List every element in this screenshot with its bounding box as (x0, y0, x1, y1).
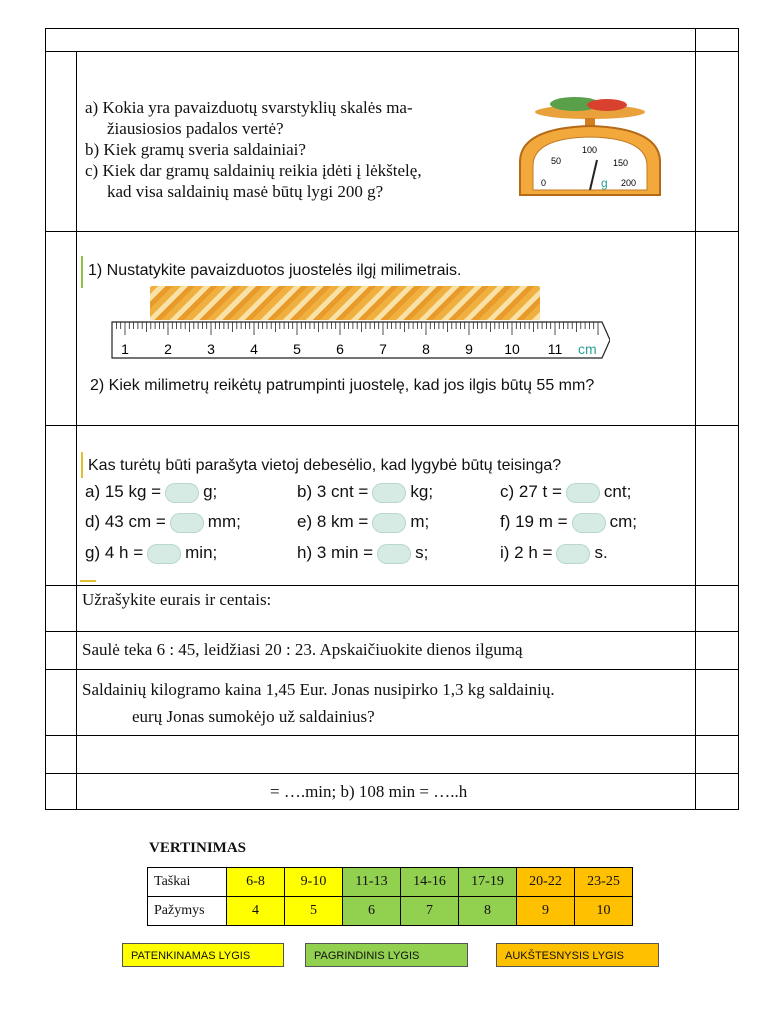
euro-task: Užrašykite eurais ir centais: (82, 590, 272, 609)
ruler-number: 9 (465, 341, 473, 357)
grid-line (46, 773, 738, 774)
conversion-left: f) 19 m = (500, 512, 568, 531)
conversion-unit: cnt; (603, 482, 632, 501)
points-cell: 6-8 (227, 868, 285, 897)
conversion-unit: g; (203, 482, 218, 501)
accent-bar (81, 452, 83, 478)
ruler-unit-label: cm (578, 341, 597, 357)
ruler-number: 3 (207, 341, 215, 357)
points-label: Taškai (148, 868, 227, 897)
cloud-blank-icon (147, 544, 181, 564)
conversion-item (85, 543, 217, 564)
ruler-image (110, 320, 610, 360)
scale-label: 0 (541, 178, 547, 188)
scale-task (85, 97, 422, 202)
scale-unit-label: g (601, 176, 608, 190)
candy-task-line1: Saldainių kilogramo kaina 1,45 Eur. Jonas nusipirko 1,3 kg saldainių. (82, 680, 555, 699)
time-task: = ….min; b) 108 min = …..h (270, 782, 468, 801)
grade-cell: 7 (401, 897, 459, 926)
grid-line (46, 585, 738, 586)
cloud-blank-icon (165, 483, 199, 503)
grade-cell: 8 (459, 897, 517, 926)
points-cell: 20-22 (517, 868, 575, 897)
conversion-item (297, 512, 429, 533)
accent-bar (81, 256, 83, 288)
scale-question-b: b) Kiek gramų sveria saldainiai? (85, 140, 306, 159)
conversion-left: h) 3 min = (297, 543, 374, 562)
grid-line (46, 669, 738, 670)
scale-question-c-cont: kad visa saldainių masė būtų lygi 200 g? (107, 182, 384, 201)
conversion-item (85, 512, 241, 533)
conversion-left: i) 2 h = (500, 543, 553, 562)
ruler-number: 2 (164, 341, 172, 357)
conversion-item (297, 482, 433, 503)
conversion-item (297, 543, 428, 564)
ruler-number: 4 (250, 341, 258, 357)
points-cell: 23-25 (575, 868, 633, 897)
conversion-left: e) 8 km = (297, 512, 369, 531)
level-basic: PAGRINDINIS LYGIS (305, 943, 468, 967)
grid-line (46, 425, 738, 426)
points-cell: 9-10 (285, 868, 343, 897)
grid-line (46, 51, 738, 52)
scale-label: 100 (582, 145, 598, 155)
grades-row (148, 897, 633, 926)
conversion-unit: s. (594, 543, 608, 562)
cloud-blank-icon (377, 544, 411, 564)
cloud-blank-icon (572, 513, 606, 533)
grade-cell: 5 (285, 897, 343, 926)
ruler-number: 8 (422, 341, 430, 357)
grading-table (147, 867, 633, 926)
cloud-blank-icon (372, 513, 406, 533)
conversion-unit: min; (185, 543, 218, 562)
grade-cell: 9 (517, 897, 575, 926)
grid-line (46, 231, 738, 232)
scale-question-a: a) Kokia yra pavaizduotų svarstyklių skalės ma- (85, 98, 413, 117)
kitchen-scale-image (515, 90, 665, 198)
scale-label: 150 (613, 158, 629, 168)
ruler-number: 1 (121, 341, 129, 357)
ribbon-image (150, 286, 540, 320)
conversion-unit: m; (410, 512, 430, 531)
conversion-left: d) 43 cm = (85, 512, 166, 531)
scale-question-c: c) Kiek dar gramų saldainių reikia įdėti į lėkštelę, (85, 161, 422, 180)
candy-task-line2: eurų Jonas sumokėjo už saldainius? (132, 707, 375, 726)
points-row (148, 868, 633, 897)
grid-line (46, 631, 738, 632)
cloud-blank-icon (556, 544, 590, 564)
points-cell: 17-19 (459, 868, 517, 897)
conversion-left: a) 15 kg = (85, 482, 162, 501)
conversion-left: c) 27 t = (500, 482, 562, 501)
sun-task: Saulė teka 6 : 45, leidžiasi 20 : 23. Apskaičiuokite dienos ilgumą (82, 640, 523, 659)
grade-cell: 4 (227, 897, 285, 926)
cloud-blank-icon (372, 483, 406, 503)
level-advanced: AUKŠTESNYSIS LYGIS (496, 943, 659, 967)
grades-label: Pažymys (148, 897, 227, 926)
grade-cell: 6 (343, 897, 401, 926)
conversion-left: b) 3 cnt = (297, 482, 369, 501)
grid-line (695, 29, 696, 809)
conversion-unit: cm; (609, 512, 637, 531)
cloud-blank-icon (566, 483, 600, 503)
conversion-item (85, 482, 217, 503)
ruler-number: 5 (293, 341, 301, 357)
accent-bar (80, 580, 96, 582)
scale-question-a-cont: žiausiosios padalos vertė? (107, 119, 284, 138)
grid-line (76, 51, 77, 809)
conversion-unit: kg; (410, 482, 434, 501)
ruler-question-2: 2) Kiek milimetrų reikėtų patrumpinti juostelę, kad jos ilgis būtų 55 mm? (90, 377, 595, 394)
scale-label: 200 (621, 178, 637, 188)
conversion-item (500, 543, 608, 564)
grid-line (46, 735, 738, 736)
conversion-unit: mm; (207, 512, 241, 531)
conversion-left: g) 4 h = (85, 543, 144, 562)
points-cell: 14-16 (401, 868, 459, 897)
conversion-unit: s; (415, 543, 429, 562)
grade-cell: 10 (575, 897, 633, 926)
ruler-question-1: 1) Nustatykite pavaizduotos juostelės ilgį milimetrais. (88, 262, 462, 279)
grading-title: VERTINIMAS (149, 840, 246, 856)
scale-label: 50 (551, 156, 562, 166)
ruler-number: 10 (504, 341, 520, 357)
conversion-item (500, 482, 631, 503)
points-cell: 11-13 (343, 868, 401, 897)
ruler-number: 7 (379, 341, 387, 357)
level-satisfactory: PATENKINAMAS LYGIS (122, 943, 284, 967)
conversion-item (500, 512, 637, 533)
ruler-number: 11 (547, 341, 563, 357)
cloud-blank-icon (170, 513, 204, 533)
convert-question: Kas turėtų būti parašyta vietoj debesėlio, kad lygybė būtų teisinga? (88, 457, 562, 474)
ruler-number: 6 (336, 341, 344, 357)
